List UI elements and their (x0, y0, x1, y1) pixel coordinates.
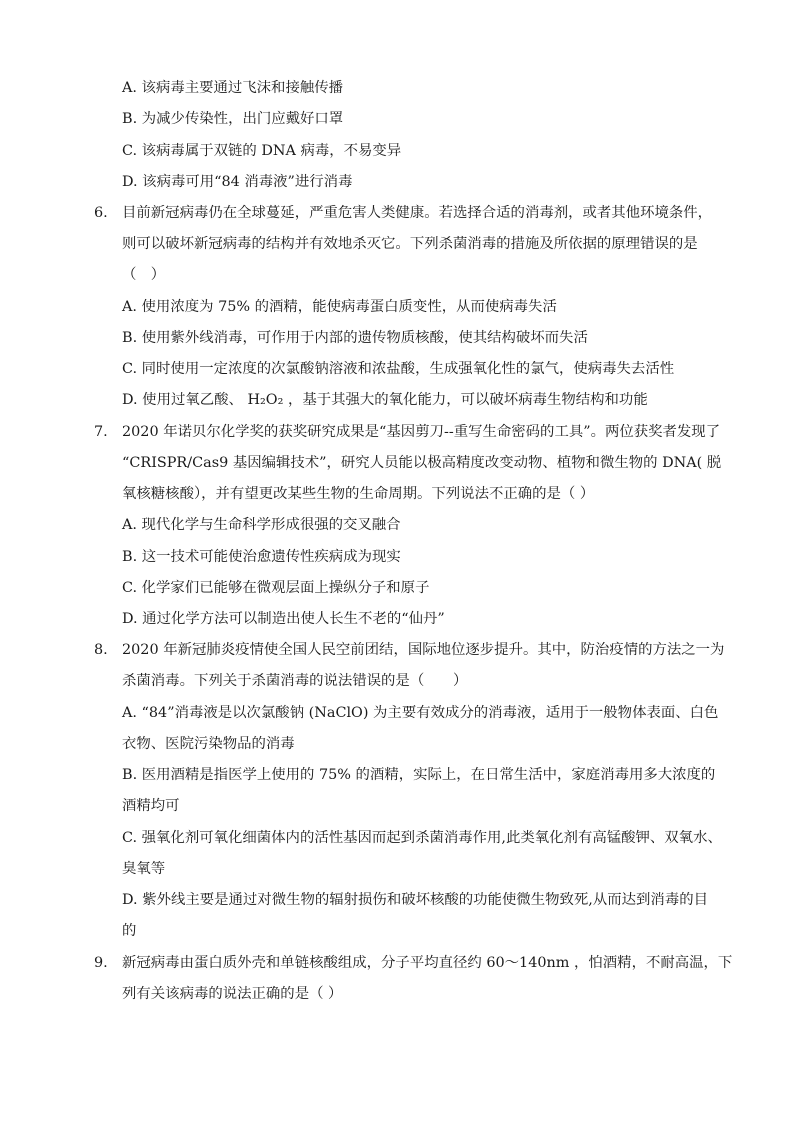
q8-stem-line-1: 2020 年新冠肺炎疫情使全国人民空前团结，国际地位逐步提升。其中，防治疫情的方法之一为 (122, 642, 725, 658)
q8-number: 8. (94, 642, 108, 658)
q9-number: 9. (94, 955, 108, 971)
q9-stem-line-2: 列有关该病毒的说法正确的是（ ） (122, 986, 343, 1002)
q5-option-b: B. 为减少传染性，出门应戴好口罩 (122, 111, 344, 127)
q8-option-b-line-1: B. 医用酒精是指医学上使用的 75% 的酒精，实际上，在日常生活中，家庭消毒用多大浓度的 (122, 767, 716, 783)
q6-option-b: B. 使用紫外线消毒，可作用于内部的遗传物质核酸，使其结构破坏而失活 (122, 330, 588, 346)
q5-option-a: A. 该病毒主要通过飞沫和接触传播 (122, 80, 344, 96)
q7-stem-line-3: 氧核糖核酸），并有望更改某些生物的生命周期。下列说法不正确的是（ ） (122, 486, 595, 502)
q7-stem-line-1: 2020 年诺贝尔化学奖的获奖研究成果是“基因剪刀--重写生命密码的工具”。两位获奖者发现了 (122, 424, 721, 440)
q6-option-d: D. 使用过氧乙酸、 H₂O₂ ，基于其强大的氧化能力，可以破坏病毒生物结构和功能 (122, 392, 648, 408)
q5-option-d: D. 该病毒可用“84 消毒液”进行消毒 (122, 174, 353, 190)
q6-stem-line-1: 目前新冠病毒仍在全球蔓延，严重危害人类健康。若选择合适的消毒剂，或者其他环境条件， (122, 205, 713, 221)
q7-stem-line-2: “CRISPR/Cas9 基因编辑技术”，研究人员能以极高精度改变动物、植物和微生物的 DNA( 脱 (122, 455, 722, 471)
q9-stem-line-1: 新冠病毒由蛋白质外壳和单链核酸组成，分子平均直径约 60～140nm ，怕酒精，不耐高温，下 (122, 955, 733, 971)
q6-stem-line-2: 则可以破坏新冠病毒的结构并有效地杀灭它。下列杀菌消毒的措施及所依据的原理错误的是 (122, 236, 698, 252)
q8-option-a-line-1: A. “84”消毒液是以次氯酸钠 (NaClO) 为主要有效成分的消毒液，适用于一般物体表面、白色 (122, 705, 719, 721)
q6-option-c: C. 同时使用一定浓度的次氯酸钠溶液和浓盐酸，生成强氧化性的氯气，使病毒失去活性 (122, 361, 675, 377)
q7-option-a: A. 现代化学与生命科学形成很强的交叉融合 (122, 517, 401, 533)
q8-option-a-line-2: 衣物、医院污染物品的消毒 (122, 736, 295, 752)
q6-option-a: A. 使用浓度为 75% 的酒精，能使病毒蛋白质变性，从而使病毒失活 (122, 299, 557, 315)
q8-option-d-line-1: D. 紫外线主要是通过对微生物的辐射损伤和破坏核酸的功能使微生物致死,从而达到消毒的目 (122, 892, 708, 908)
q8-option-d-line-2: 的 (122, 923, 137, 939)
q8-option-b-line-2: 酒精均可 (122, 798, 180, 814)
q6-stem-line-3: （ ） (122, 267, 166, 283)
q8-option-c-line-1: C. 强氧化剂可氧化细菌体内的活性基因而起到杀菌消毒作用,此类氧化剂有高锰酸钾、双氧水、 (122, 830, 722, 846)
q8-option-c-line-2: 臭氧等 (122, 861, 166, 877)
q6-number: 6. (94, 205, 108, 221)
q5-option-c: C. 该病毒属于双链的 DNA 病毒，不易变异 (122, 143, 402, 159)
q7-option-d: D. 通过化学方法可以制造出使人长生不老的“仙丹” (122, 611, 445, 627)
q7-option-c: C. 化学家们已能够在微观层面上操纵分子和原子 (122, 580, 430, 596)
q7-number: 7. (94, 424, 108, 440)
q7-option-b: B. 这一技术可能使治愈遗传性疾病成为现实 (122, 549, 401, 565)
q8-stem-line-2: 杀菌消毒。下列关于杀菌消毒的说法错误的是（ ） (122, 673, 468, 689)
